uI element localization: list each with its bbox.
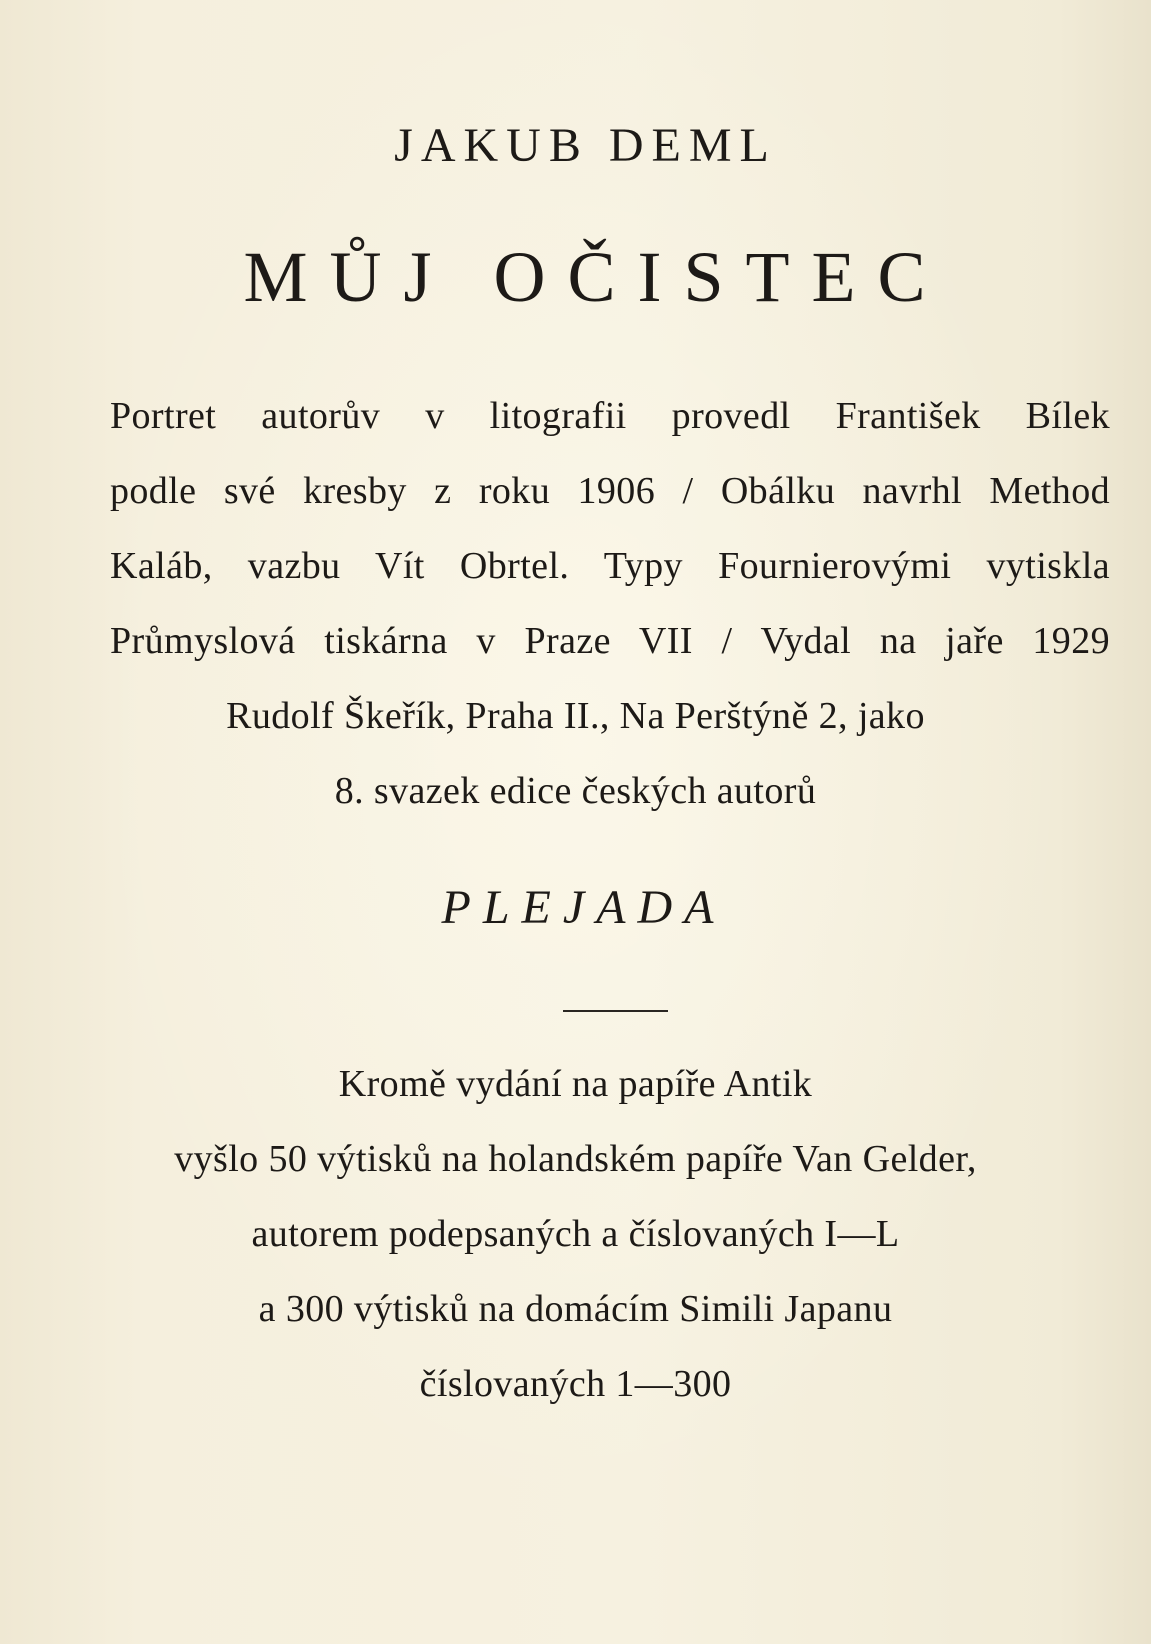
edition-line-3: autorem podepsaných a číslovaných I—L <box>251 1213 900 1255</box>
edition-line-1: Kromě vydání na papíře Antik <box>338 1063 813 1105</box>
colophon-line-6: 8. svazek edice českých autorů <box>334 770 817 812</box>
author-name: JAKUB DEML <box>394 119 777 172</box>
book-title: MŮJ OČISTEC <box>243 237 948 317</box>
edition-line-4: a 300 výtisků na domácím Simili Japanu <box>258 1288 893 1330</box>
colophon-line-5: Rudolf Škeřík, Praha II., Na Perštýně 2, jako <box>226 695 925 737</box>
colophon-line-3: Kaláb, vazbu Vít Obrtel. Typy Fournierovými vytiskla <box>110 545 1110 587</box>
section-divider <box>563 1010 668 1012</box>
edition-line-5: číslovaných 1—300 <box>419 1363 732 1405</box>
colophon-line-2: podle své kresby z roku 1906 / Obálku navrhl Method <box>110 470 1110 512</box>
colophon-line-1: Portret autorův v litografii provedl František Bílek <box>110 395 1110 437</box>
edition-line-2: vyšlo 50 výtisků na holandském papíře Van Gelder, <box>174 1138 977 1180</box>
colophon-line-4: Průmyslová tiskárna v Praze VII / Vydal na jaře 1929 <box>110 620 1110 662</box>
series-name: PLEJADA <box>441 881 726 934</box>
